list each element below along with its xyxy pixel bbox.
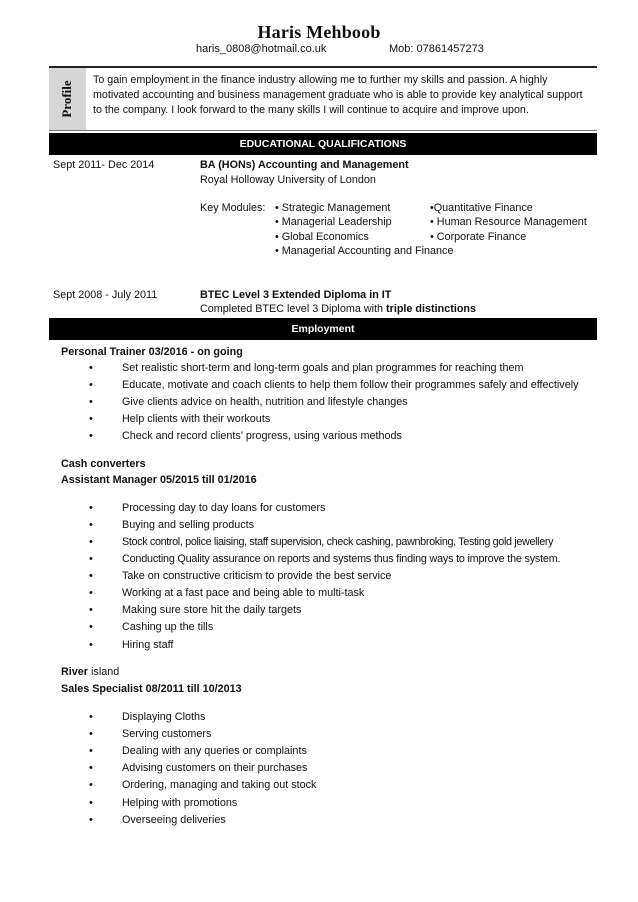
job-duty: Dealing with any queries or complaints xyxy=(122,745,307,757)
employment-heading: Employment xyxy=(49,318,597,340)
mobile-number: Mob: 07861457273 xyxy=(389,43,484,55)
job-duty: Displaying Cloths xyxy=(122,711,206,723)
bullet-icon: • xyxy=(89,814,93,826)
education-detail-2 xyxy=(200,303,476,315)
bullet-icon: • xyxy=(89,379,93,391)
job-duty: Set realistic short-term and long-term goals and plan programmes for reaching them xyxy=(122,362,524,374)
job-duty: Stock control, police liaising, staff supervision, check cashing, pawnbroking, Testing gold jewellery xyxy=(122,536,554,548)
job-duty: Helping with promotions xyxy=(122,797,238,809)
education-institution-1: Royal Holloway University of London xyxy=(200,174,376,186)
bullet-icon: • xyxy=(89,711,93,723)
job-duty: Cashing up the tills xyxy=(122,621,214,633)
candidate-name: Haris Mehboob xyxy=(257,22,381,42)
education-dates-1: Sept 2011- Dec 2014 xyxy=(53,159,155,171)
education-title-2: BTEC Level 3 Extended Diploma in IT xyxy=(200,289,392,301)
bullet-icon: • xyxy=(89,762,93,774)
bullet-icon: • xyxy=(89,621,93,633)
job-title-sales-specialist: Sales Specialist 08/2011 till 10/2013 xyxy=(61,683,242,695)
job-title-personal-trainer: Personal Trainer 03/2016 - on going xyxy=(61,346,243,358)
bullet-icon: • xyxy=(89,745,93,757)
job-duty: Serving customers xyxy=(122,728,212,740)
module-item: •Quantitative Finance xyxy=(430,202,533,214)
bullet-icon: • xyxy=(89,362,93,374)
bullet-icon: • xyxy=(89,396,93,408)
module-item: • Managerial Leadership xyxy=(275,216,392,228)
bullet-icon: • xyxy=(89,502,93,514)
bullet-icon: • xyxy=(89,639,93,651)
bullet-icon: • xyxy=(89,728,93,740)
company-name-cash-converters: Cash converters xyxy=(61,458,146,470)
bullet-icon: • xyxy=(89,779,93,791)
module-item: • Human Resource Management xyxy=(430,216,587,228)
bullet-icon: • xyxy=(89,604,93,616)
bullet-icon: • xyxy=(89,430,93,442)
company-name-bold: River xyxy=(61,666,89,678)
profile-section xyxy=(49,66,597,131)
bullet-icon: • xyxy=(89,413,93,425)
job-duty: Educate, motivate and coach clients to help them follow their programmes safely and effectively xyxy=(122,379,579,391)
bullet-icon: • xyxy=(89,797,93,809)
profile-tab xyxy=(49,68,86,130)
job-duty: Making sure store hit the daily targets xyxy=(122,604,302,616)
job-duty: Take on constructive criticism to provide the best service xyxy=(122,570,392,582)
module-item: • Corporate Finance xyxy=(430,231,527,243)
job-duty: Conducting Quality assurance on reports and systems thus finding ways to improve the system. xyxy=(122,553,561,565)
job-duty: Check and record clients' progress, using various methods xyxy=(122,430,402,442)
education-heading: EDUCATIONAL QUALIFICATIONS xyxy=(49,133,597,155)
job-duty: Give clients advice on health, nutrition and lifestyle changes xyxy=(122,396,408,408)
company-name-river-island xyxy=(61,666,119,678)
bullet-icon: • xyxy=(89,570,93,582)
bullet-icon: • xyxy=(89,536,93,548)
profile-text: To gain employment in the finance industry allowing me to further my skills and passion. A highly motivated accounting and business management graduate who is able to provide key analytical support to the company. I look forward to the many skills I will continue to acquire and improve upon. xyxy=(93,74,583,116)
job-duty: Working at a fast pace and being able to multi-task xyxy=(122,587,365,599)
bullet-icon: • xyxy=(89,519,93,531)
bullet-icon: • xyxy=(89,553,93,565)
education-title-1: BA (HONs) Accounting and Management xyxy=(200,159,409,171)
bullet-icon: • xyxy=(89,587,93,599)
module-item: • Strategic Management xyxy=(275,202,391,214)
job-duty: Processing day to day loans for customers xyxy=(122,502,326,514)
module-item: • Managerial Accounting and Finance xyxy=(275,245,454,257)
job-duty: Hiring staff xyxy=(122,639,174,651)
key-modules-label: Key Modules: xyxy=(200,202,266,214)
job-duty: Overseeing deliveries xyxy=(122,814,226,826)
job-title-assistant-manager: Assistant Manager 05/2015 till 01/2016 xyxy=(61,474,257,486)
module-item: • Global Economics xyxy=(275,231,369,243)
job-duty: Advising customers on their purchases xyxy=(122,762,308,774)
education-dates-2: Sept 2008 - July 2011 xyxy=(53,289,158,301)
company-name-rest: island xyxy=(88,666,120,678)
job-duty: Buying and selling products xyxy=(122,519,255,531)
profile-label: Profile xyxy=(59,80,74,118)
job-duty: Help clients with their workouts xyxy=(122,413,271,425)
education-detail-prefix: Completed BTEC level 3 Diploma with xyxy=(200,303,387,315)
education-detail-bold: triple distinctions xyxy=(386,303,477,315)
job-duty: Ordering, managing and taking out stock xyxy=(122,779,317,791)
email-address: haris_0808@hotmail.co.uk xyxy=(196,43,327,55)
